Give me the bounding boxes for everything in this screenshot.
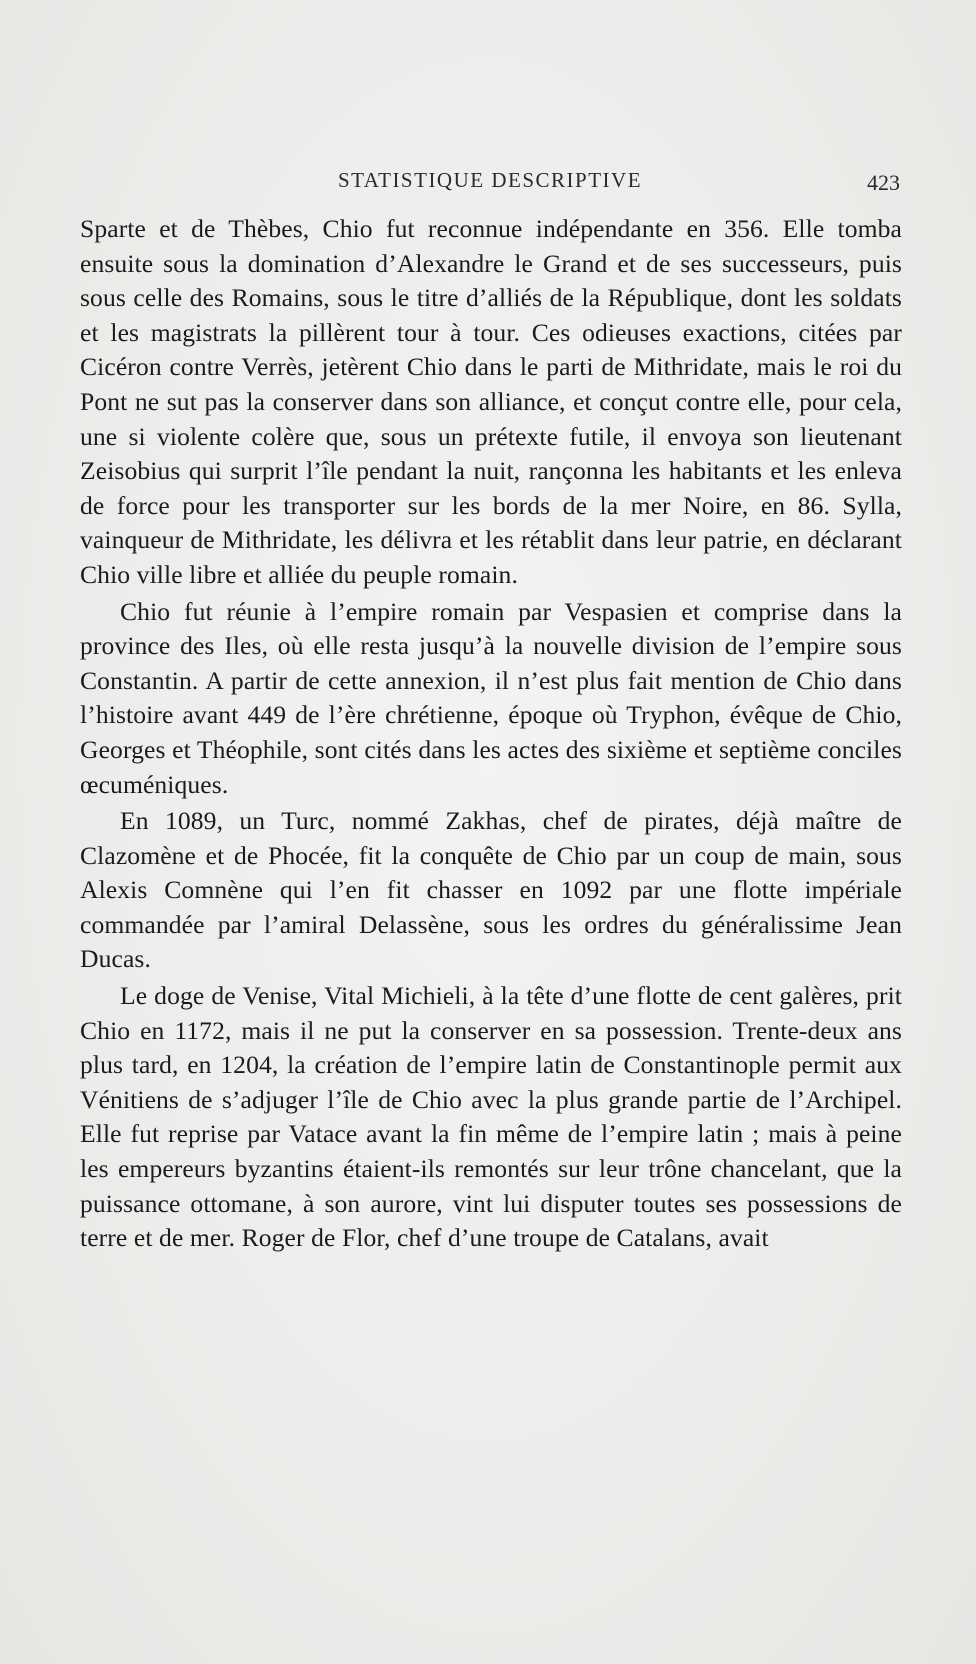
- body-text: [80, 212, 902, 1256]
- page-number: 423: [867, 170, 900, 195]
- paragraph-roman-empire: Chio fut réunie à l’empire romain par Vespasien et comprise dans la province des Iles, où elle resta jusqu’à la nouvelle division de l’empire sous Constantin. A partir de cette annexion, il n’est plus fait mention de Chio dans l’histoire avant 449 de l’ère chrétienne, époque où Tryphon, évêque de Chio, Georges et Théophile, sont cités dans les actes des sixième et septième conciles œcuméniques.: [80, 596, 902, 799]
- running-title: STATISTIQUE DESCRIPTIVE: [337, 168, 643, 192]
- paragraph-zakhas: En 1089, un Turc, nommé Zakhas, chef de pirates, déjà maître de Clazomène et de Phocée, fit la conquête de Chio par un coup de main, sous Alexis Comnène qui l’en fit chasser en 1092 par une flotte impériale commandée par l’amiral Delassène, sous les ordres du généralissime Jean Ducas.: [80, 806, 902, 974]
- paragraph-venice: Le doge de Venise, Vital Michieli, à la tête d’une flotte de cent galères, prit Chio en 1172, mais il ne put la conserver en sa possession. Trente-deux ans plus tard, en 1204, la création de l’empire latin de Constantinople permit aux Vénitiens de s’adjuger l’île de Chio avec la plus grande partie de l’Archipel. Elle fut reprise par Vatace avant la fin même de l’empire latin ; mais à peine les empereurs byzantins étaient-ils remontés sur leur trône chancelant, que la puissance ottomane, à son aurore, vint lui disputer toutes ses possessions de terre et de mer. Roger de Flor, chef d’une troupe de Catalans, avait: [80, 981, 902, 1253]
- running-head: [80, 168, 900, 202]
- paragraph-continuation: Sparte et de Thèbes, Chio fut reconnue indépendante en 356. Elle tomba ensuite sous la domination d’Alexandre le Grand et de ses successeurs, puis sous celle des Romains, sous le titre d’alliés de la République, dont les soldats et les magistrats la pillèrent tour à tour. Ces odieuses exactions, citées par Cicéron contre Verrès, jetèrent Chio dans le parti de Mithridate, mais le roi du Pont ne sut pas la conserver dans son alliance, et conçut contre elle, pour cela, une si violente colère que, sous un prétexte futile, il envoya son lieutenant Zeisobius qui surprit l’île pendant la nuit, rançonna les habitants et les enleva de force pour les transporter sur les bords de la mer Noire, en 86. Sylla, vainqueur de Mithridate, les délivra et les rétablit dans leur patrie, en déclarant Chio ville libre et alliée du peuple romain.: [80, 214, 902, 589]
